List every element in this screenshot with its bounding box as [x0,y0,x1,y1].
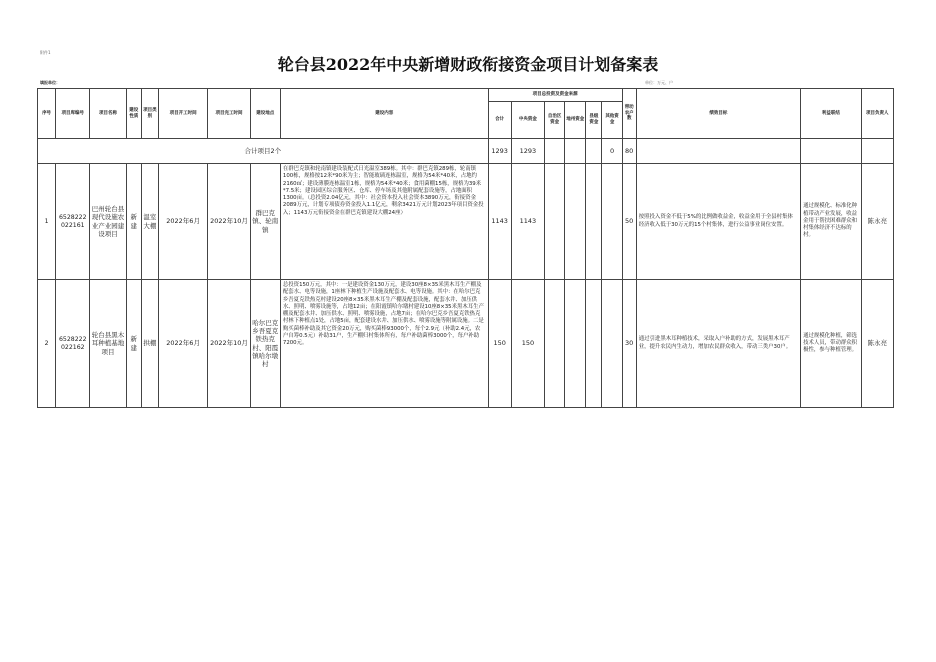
summary-autonomous [545,139,565,164]
col-name: 项目名称 [90,89,126,139]
row-autonomous [545,164,565,280]
col-mechanism: 利益联结 [801,89,861,139]
row-code: 6528222022161 [56,164,90,280]
row-start: 2022年6月 [158,164,207,280]
summary-prefecture [565,139,586,164]
row-goal: 通过引进黑木耳种植技术，采取入户补助的方式，发展黑木耳产业，提升农民内生动力，增加农民群众收入，带动三类户30户。 [636,280,800,408]
col-fund-group: 项目总投资及资金来源 [488,89,622,102]
col-content: 建设内容 [280,89,488,139]
row-county [586,280,602,408]
row-county [586,164,602,280]
summary-row [38,139,894,164]
col-code: 项目库编号 [56,89,90,139]
table-row [38,164,894,280]
summary-central: 1293 [511,139,544,164]
summary-total: 1293 [488,139,511,164]
summary-households: 80 [622,139,636,164]
unit-label: 填报单位： [40,80,60,85]
table-row [38,280,894,408]
corner-note: 附件1 [40,50,51,55]
row-seq: 1 [38,164,56,280]
row-type: 新建 [126,280,141,408]
col-location: 建设地点 [250,89,280,139]
header-row-top [38,89,894,102]
col-start: 项目开工时间 [158,89,207,139]
row-seq: 2 [38,280,56,408]
row-name: 巴州轮台县现代设施农业产业园建设项目 [90,164,126,280]
unit-note: 单位：万元、户 [645,80,673,85]
col-autonomous: 自治区资金 [545,102,565,139]
col-total: 合计 [488,102,511,139]
row-autonomous [545,280,565,408]
col-county: 县级资金 [586,102,602,139]
row-total: 1143 [488,164,511,280]
row-prefecture [565,280,586,408]
row-other [602,280,622,408]
col-responsible: 项目负责人 [861,89,893,139]
col-central: 中央资金 [511,102,544,139]
row-mechanism: 通过规模化、标准化种植带动产业发展，收益金用于帮扶困难群众和村集体经济不达标的村。 [801,164,861,280]
row-category: 温室大棚 [141,164,158,280]
row-content: 总投资150万元，其中：一是建设资金130万元，建设30座8×35米黑木耳生产棚及配套水、电等设施，1座林下种植生产设施及配套水、电等设施。其中：在哈尔巴克乡吾夏克铁热克村建设20座8×35米黑木耳生产棚及配套设施，配套水井、加压供水、照明、喷雾设施等，占地12亩；在阳霞镇哈尔墩村建设10座8×35米黑木耳生产棚及配套水井、加压供水、照明、喷雾设施，占地7亩；在哈尔巴克乡吾夏克铁热克村林下种植点1处，占地5亩，配套建设水井、加压供水、喷雾设施等附属设施。二是购买菌棒补助及其它资金20万元，购买菌棒93000个，每个2.9元（补助2.4元，农户自筹0.5元）补助31户，生产棚归村集体所有，每户补助菌棒3000个，每户补助7200元。 [280,280,488,408]
col-households: 带动农户数 [622,89,636,139]
col-goal: 绩效目标 [636,89,800,139]
col-seq: 序号 [38,89,56,139]
summary-county [586,139,602,164]
project-table [37,88,894,408]
row-location: 哈尔巴克乡吾夏克铁热克村、阳霞镇哈尔墩村 [250,280,280,408]
row-households: 30 [622,280,636,408]
summary-goal [636,139,800,164]
row-category: 拱棚 [141,280,158,408]
row-code: 6528222022162 [56,280,90,408]
row-type: 新建 [126,164,141,280]
row-other [602,164,622,280]
page-title: 轮台县2022年中央新增财政衔接资金项目计划备案表 [277,55,659,74]
row-goal: 按照投入资金不低于5%的比例做收益金，收益金用于全县村集体经济收入低于30万元的15个村集体，进行公益事业岗位安置。 [636,164,800,280]
row-households: 50 [622,164,636,280]
col-type: 建设性质 [126,89,141,139]
row-end: 2022年10月 [208,280,250,408]
summary-responsible [861,139,893,164]
row-responsible: 陈永亮 [861,164,893,280]
col-other: 其他资金 [602,102,622,139]
row-prefecture [565,164,586,280]
row-mechanism: 通过规模化种植，筛选技术人员，带动群众积极性，参与种植管理。 [801,280,861,408]
summary-other: 0 [602,139,622,164]
row-responsible: 陈永亮 [861,280,893,408]
row-name: 轮台县黑木耳种植基地项目 [90,280,126,408]
row-total: 150 [488,280,511,408]
summary-label: 合计项目2个 [38,139,489,164]
row-end: 2022年10月 [208,164,250,280]
row-central: 150 [511,280,544,408]
row-start: 2022年6月 [158,280,207,408]
row-central: 1143 [511,164,544,280]
col-category: 项目类别 [141,89,158,139]
row-location: 群巴克镇、轮南镇 [250,164,280,280]
row-content: 在群巴克镇和轮南镇建设装配式日光温室389栋。其中：群巴克镇289栋，轮南镇100栋，规格按12米*90米为主；智能玻璃连栋温室，规格为54米*40米，占地约2160㎡；建设薄膜连栋温室1栋，规格为54米*40米；食用菌棚15栋，规格为39米*7.5米；建设园区综合服务区、仓库、停车场及其他附属配套设施等，占地面积1300亩。（总投资2.04亿元，其中：社会资本投入社会资本3890万元，衔接资金2089万元，计划专项债券资金投入1.1亿元，剩余3421万元计划2023年项目资金投入；1143万元衔接资金在群巴克镇建设大棚24座） [280,164,488,280]
col-prefecture: 地州资金 [565,102,586,139]
col-end: 项目完工时间 [208,89,250,139]
summary-mechanism [801,139,861,164]
